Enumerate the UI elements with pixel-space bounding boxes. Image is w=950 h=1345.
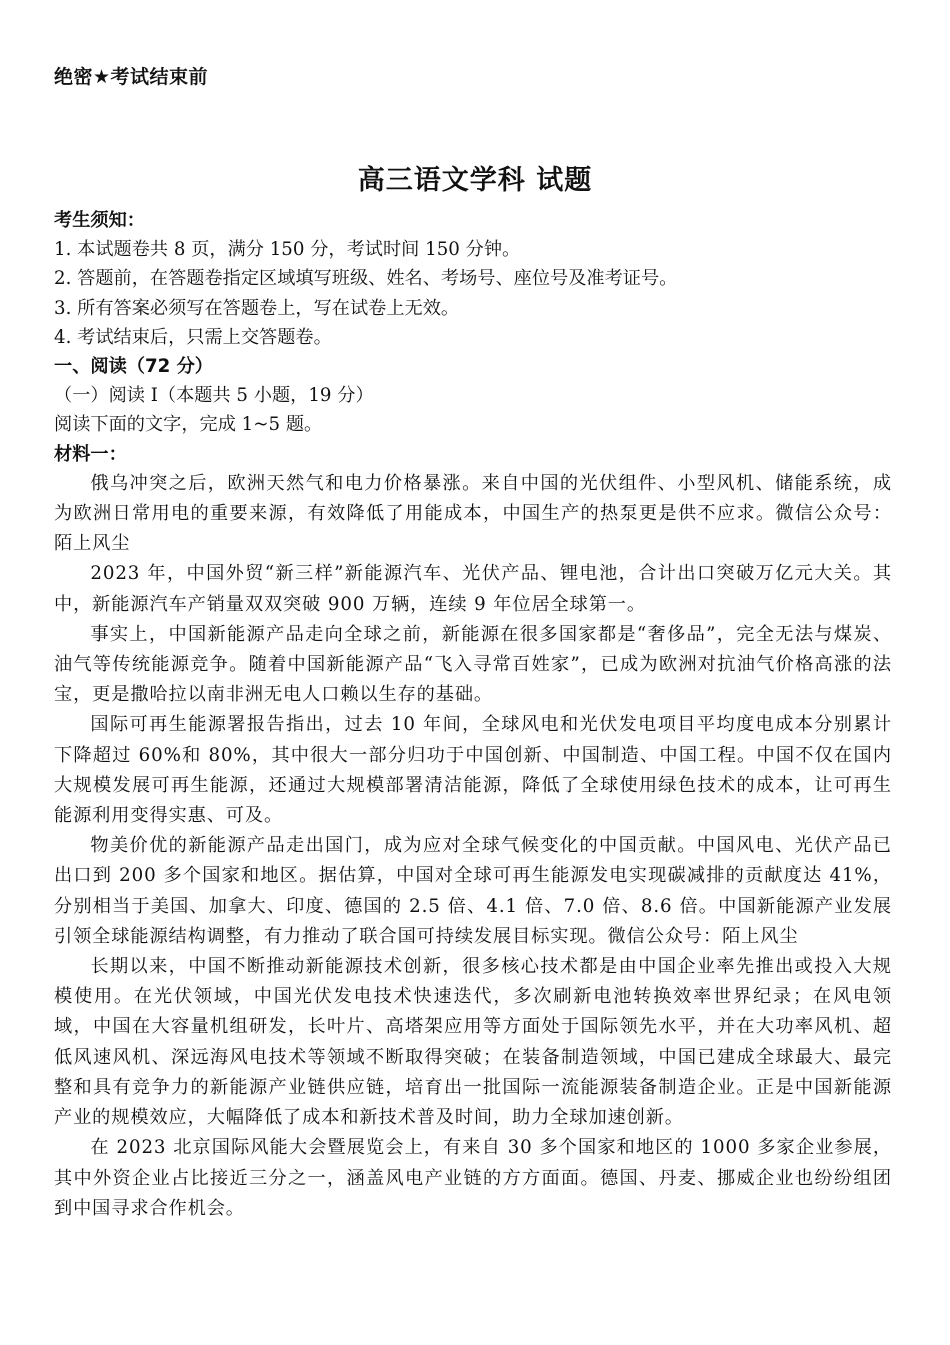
material-paragraph-7: 在 2023 北京国际风能大会暨展览会上，有来自 30 多个国家和地区的 1000 多家企业参展，其中外资企业占比接近三分之一，涵盖风电产业链的方方面面。德国、丹麦、挪威企业也纷纷组团到中国寻求合作机会。 [54, 1137, 892, 1219]
material-paragraph-4: 国际可再生能源署报告指出，过去 10 年间，全球风电和光伏发电项目平均度电成本分别累计下降超过 60%和 80%，其中很大一部分归功于中国创新、中国制造、中国工程。中国不仅在国内大规模发展可再生能源，还通过大规模部署清洁能源，降低了全球使用绿色技术的成本，让可再生能源利用变得实惠、可及。 [54, 714, 892, 827]
material-label: 材料一： [54, 443, 127, 465]
section-heading: 一、阅读（72 分） [54, 356, 213, 378]
instructions-heading: 考生须知： [54, 210, 145, 231]
exam-content [54, 206, 892, 1224]
page-title: 高三语文学科 试题 [357, 165, 593, 196]
instruction-item-2: 2. 答题前，在答题卷指定区域填写班级、姓名、考场号、座位号及准考证号。 [54, 268, 678, 290]
material-paragraph-6: 长期以来，中国不断推动新能源技术创新，很多核心技术都是由中国企业率先推出或投入大规模使用。在光伏领域，中国光伏发电技术快速迭代，多次刷新电池转换效率世界纪录；在风电领域，中国在大容量机组研发，长叶片、高塔架应用等方面处于国际领先水平，并在大功率风机、超低风速风机、深远海风电技术等领域不断取得突破；在装备制造领域，中国已建成全球最大、最完整和具有竞争力的新能源产业链供应链，培育出一批国际一流能源装备制造企业。正是中国新能源产业的规模效应，大幅降低了成本和新技术普及时间，助力全球加速创新。 [54, 956, 892, 1129]
confidential-mark: 绝密★考试结束前 [54, 66, 209, 88]
material-paragraph-1: 俄乌冲突之后，欧洲天然气和电力价格暴涨。来自中国的光伏组件、小型风机、储能系统，成为欧洲日常用电的重要来源，有效降低了用能成本，中国生产的热泵更是供不应求。微信公众号：陌上风尘 [54, 472, 892, 555]
material-paragraph-3: 事实上，中国新能源产品走向全球之前，新能源在很多国家都是“奢侈品”，完全无法与煤炭、油气等传统能源竞争。随着中国新能源产品“飞入寻常百姓家”，已成为欧洲对抗油气价格高涨的法宝，更是撒哈拉以南非洲无电人口赖以生存的基础。 [54, 623, 892, 706]
section-subheading: （一）阅读 I（本题共 5 小题，19 分） [54, 385, 374, 407]
section-direction: 阅读下面的文字，完成 1~5 题。 [54, 414, 323, 436]
material-paragraph-2: 2023 年，中国外贸“新三样”新能源汽车、光伏产品、锂电池，合计出口突破万亿元大关。其中，新能源汽车产销量双双突破 900 万辆，连续 9 年位居全球第一。 [54, 563, 892, 615]
instruction-item-4: 4. 考试结束后，只需上交答题卷。 [54, 326, 332, 348]
instruction-item-3: 3. 所有答案必须写在答题卷上，写在试卷上无效。 [54, 297, 460, 319]
material-paragraph-5: 物美价优的新能源产品走出国门，成为应对全球气候变化的中国贡献。中国风电、光伏产品已出口到 200 多个国家和地区。据估算，中国对全球可再生能源发电实现碳减排的贡献度达 41%，分别相当于美国、加拿大、印度、德国的 2.5 倍、4.1 倍、7.0 倍、8.6 倍。中国新能源产业发展引领全球能源结构调整，有力推动了联合国可持续发展目标实现。微信公众号：陌上风尘 [54, 835, 892, 947]
instruction-item-1: 1. 本试题卷共 8 页，满分 150 分，考试时间 150 分钟。 [54, 239, 521, 261]
